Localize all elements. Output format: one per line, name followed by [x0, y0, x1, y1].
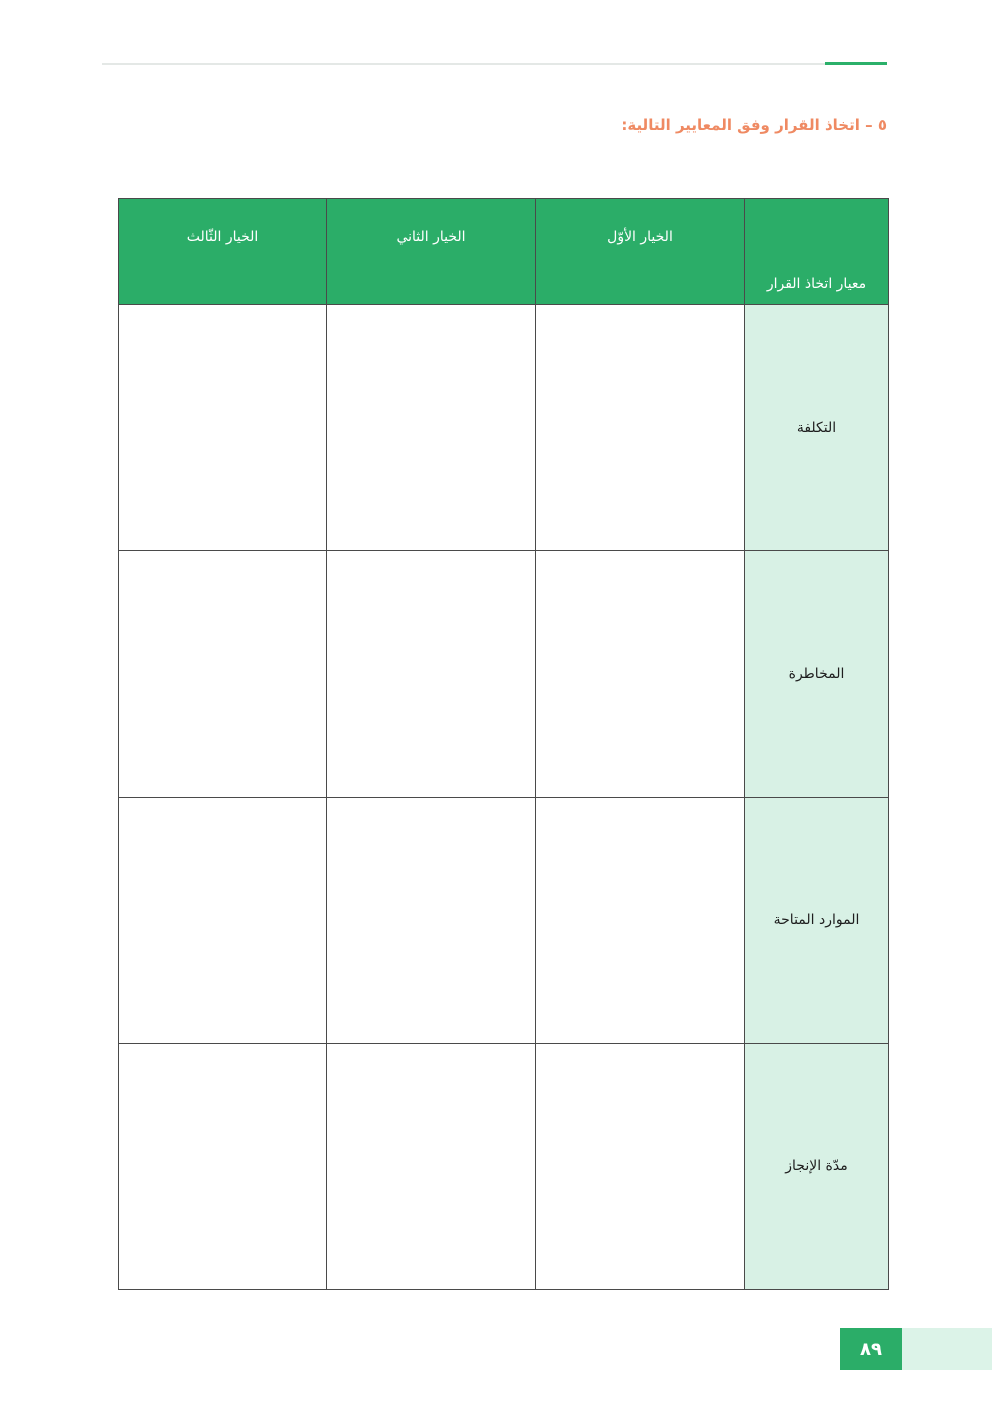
- answer-cell[interactable]: [119, 1043, 327, 1289]
- answer-cell[interactable]: [327, 1043, 536, 1289]
- answer-cell[interactable]: [119, 305, 327, 551]
- option-3-column-header: الخيار الثّالث: [119, 199, 327, 305]
- answer-cell[interactable]: [119, 551, 327, 797]
- section-heading: ٥ – اتخاذ القرار وفق المعايير التالية:: [621, 116, 887, 134]
- answer-cell[interactable]: [536, 797, 745, 1043]
- criteria-column-header: معيار اتخاذ القرار: [745, 199, 889, 305]
- criteria-duration: مدّة الإنجاز: [745, 1043, 889, 1289]
- decision-table: [118, 198, 889, 1290]
- criteria-cost: التكلفة: [745, 305, 889, 551]
- top-rule: [102, 63, 887, 65]
- option-2-column-header: الخيار الثاني: [327, 199, 536, 305]
- answer-cell[interactable]: [119, 797, 327, 1043]
- page-number-strip: [902, 1328, 992, 1370]
- answer-cell[interactable]: [536, 1043, 745, 1289]
- option-1-column-header: الخيار الأوّل: [536, 199, 745, 305]
- answer-cell[interactable]: [536, 305, 745, 551]
- page-number: ٨٩: [840, 1328, 902, 1370]
- top-accent-bar: [825, 62, 887, 65]
- table-row: [119, 1043, 889, 1289]
- answer-cell[interactable]: [327, 305, 536, 551]
- table-header-row: [119, 199, 889, 305]
- answer-cell[interactable]: [327, 797, 536, 1043]
- table-row: [119, 551, 889, 797]
- criteria-resources: الموارد المتاحة: [745, 797, 889, 1043]
- table-row: [119, 797, 889, 1043]
- table-row: [119, 305, 889, 551]
- criteria-risk: المخاطرة: [745, 551, 889, 797]
- answer-cell[interactable]: [536, 551, 745, 797]
- answer-cell[interactable]: [327, 551, 536, 797]
